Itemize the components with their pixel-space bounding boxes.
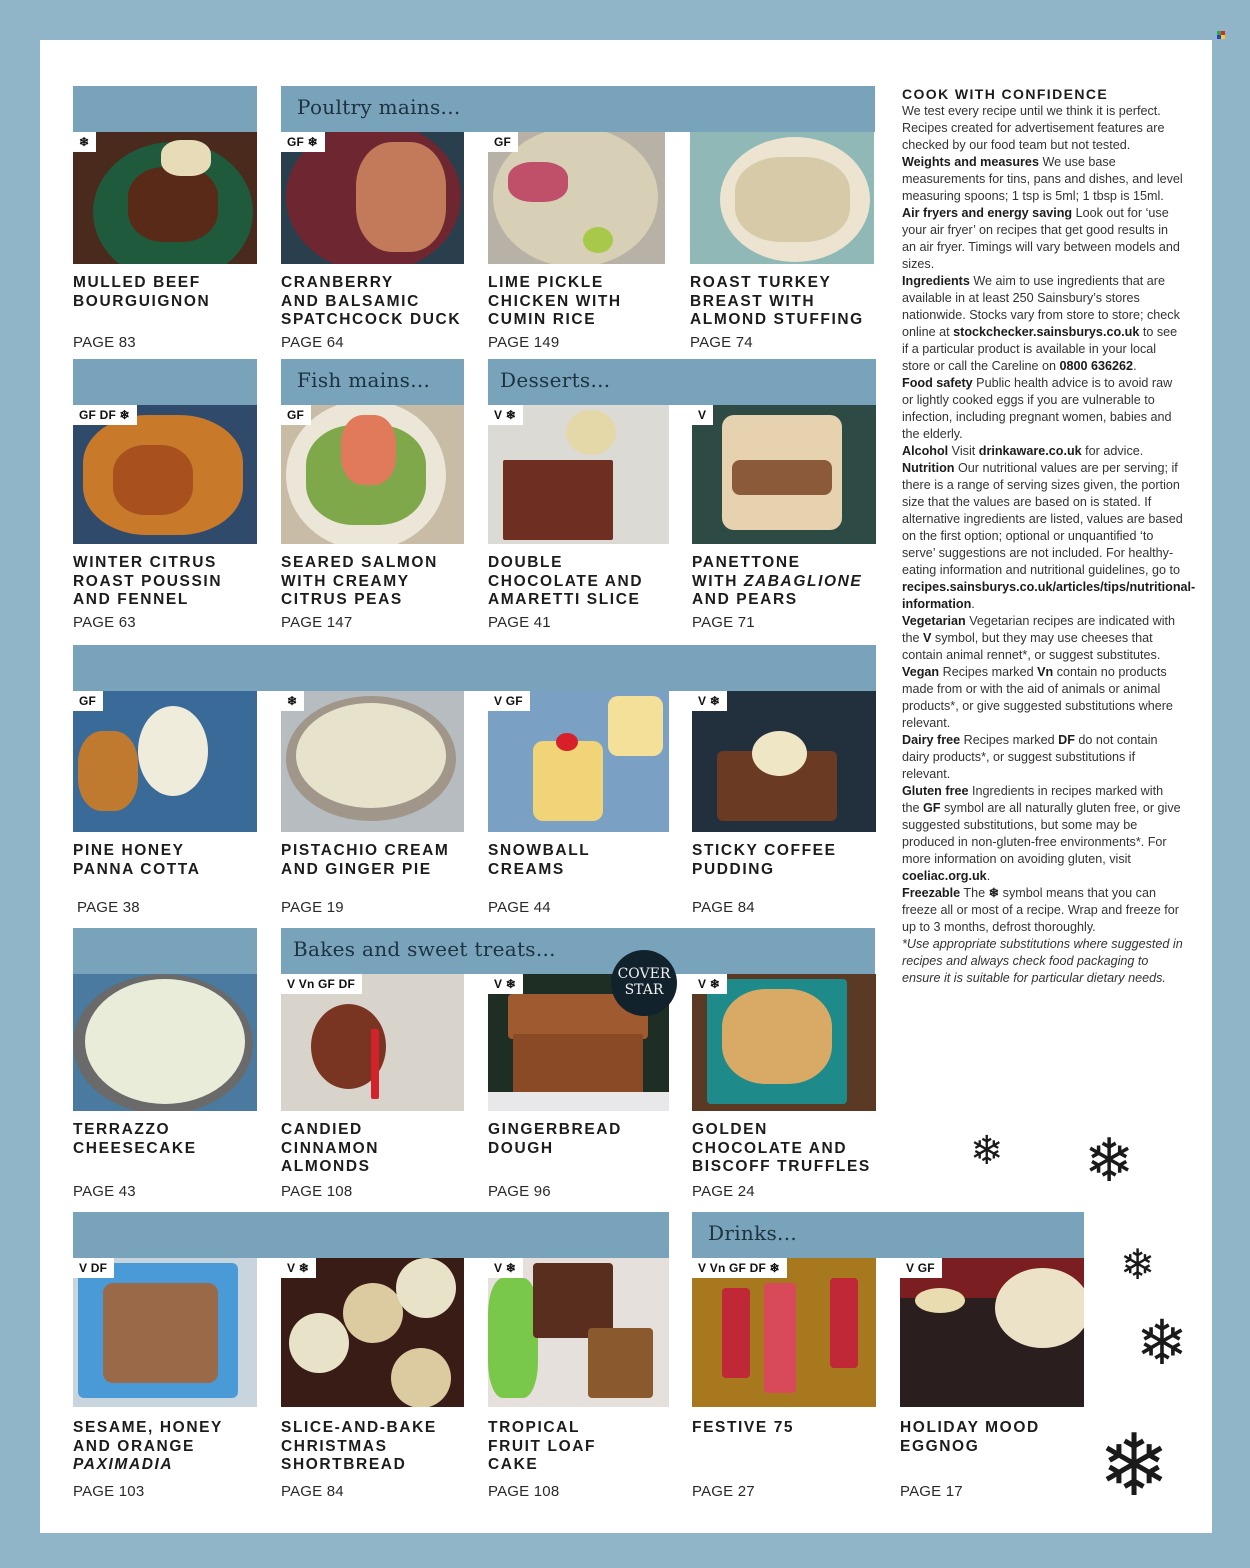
recipe-photo xyxy=(692,974,876,1111)
info-intro: We test every recipe until we think it is perfect. Recipes created for advertisement features are checked by our food team but not tested. xyxy=(902,104,1165,152)
info-air-fryers: Air fryers and energy saving Look out for ‘use your air fryer’ on recipes that get good results in an air fryer. Timings will vary between models and sizes. xyxy=(902,206,1180,271)
dietary-badge: V ❄ xyxy=(488,974,523,994)
info-heading: COOK WITH CONFIDENCE xyxy=(902,86,1109,102)
recipe-page-number: PAGE 38 xyxy=(77,899,140,916)
recipe-title: FESTIVE 75 xyxy=(692,1419,795,1436)
section-banner-blank-2 xyxy=(73,359,257,405)
recipe-page-number: PAGE 108 xyxy=(281,1183,353,1200)
recipe-title: WINTER CITRUS ROAST POUSSIN AND FENNEL xyxy=(73,554,223,608)
recipe-page-number: PAGE 41 xyxy=(488,614,551,631)
dietary-badge: GF xyxy=(488,132,518,152)
section-banner-fish xyxy=(281,359,464,405)
recipe-page-number: PAGE 17 xyxy=(900,1483,963,1500)
info-vegan: Vegan Recipes marked Vn contain no products made from or with the aid of animals or animal products*, or give suggested substitutions where relevant. xyxy=(902,665,1173,730)
recipe-page-number: PAGE 83 xyxy=(73,334,136,351)
recipe-title: CANDIED CINNAMON ALMONDS xyxy=(281,1121,380,1175)
dietary-badge: V GF xyxy=(900,1258,942,1278)
recipe-title: HOLIDAY MOOD EGGNOG xyxy=(900,1419,1040,1455)
cover-star-line2: STAR xyxy=(624,982,664,998)
recipe-page-number: PAGE 63 xyxy=(73,614,136,631)
info-food-safety: Food safety Public health advice is to avoid raw or lightly cooked eggs if you are vulnerable to infection, including pregnant women, babies and the elderly. xyxy=(902,376,1173,441)
section-title-desserts: Desserts... xyxy=(500,368,611,392)
stockchecker-link[interactable]: stockchecker.sainsburys.co.uk xyxy=(953,325,1140,339)
dietary-badge: GF ❄ xyxy=(281,132,325,152)
recipe-page-number: PAGE 71 xyxy=(692,614,755,631)
recipe-photo xyxy=(281,974,464,1111)
recipe-title: GOLDEN CHOCOLATE AND BISCOFF TRUFFLES xyxy=(692,1121,871,1175)
recipe-photo xyxy=(692,405,876,544)
recipe-photo xyxy=(488,1258,669,1407)
recipe-page-number: PAGE 27 xyxy=(692,1483,755,1500)
recipe-page-number: PAGE 149 xyxy=(488,334,560,351)
dietary-badge: V ❄ xyxy=(281,1258,316,1278)
snowflake-icon: ❄ xyxy=(970,1129,1004,1173)
recipe-page-number: PAGE 108 xyxy=(488,1483,560,1500)
dietary-badge: GF xyxy=(73,691,103,711)
dietary-badge: V Vn GF DF ❄ xyxy=(692,1258,787,1278)
recipe-page-number: PAGE 43 xyxy=(73,1183,136,1200)
recipe-photo xyxy=(73,1258,257,1407)
dietary-badge: V Vn GF DF xyxy=(281,974,362,994)
recipe-photo xyxy=(73,691,257,832)
coeliac-link[interactable]: coeliac.org.uk xyxy=(902,869,987,883)
recipe-page-number: PAGE 74 xyxy=(690,334,753,351)
recipe-photo xyxy=(692,691,876,832)
recipe-photo xyxy=(281,691,464,832)
recipe-title: STICKY COFFEE PUDDING xyxy=(692,842,837,878)
snowflake-icon: ❄ xyxy=(1084,1127,1135,1194)
recipe-title: SNOWBALL CREAMS xyxy=(488,842,591,878)
cover-star-badge xyxy=(611,950,677,1016)
freezable-snowflake-icon: ❄ xyxy=(988,886,1000,900)
recipe-title: PANETTONE WITH ZABAGLIONE AND PEARS xyxy=(692,554,863,608)
recipe-title: SESAME, HONEY AND ORANGE PAXIMADIA xyxy=(73,1419,223,1473)
section-banner-desserts xyxy=(488,359,876,405)
recipe-page-number: PAGE 147 xyxy=(281,614,353,631)
recipe-page-number: PAGE 19 xyxy=(281,899,344,916)
recipe-page-number: PAGE 84 xyxy=(281,1483,344,1500)
recipe-title: PINE HONEY PANNA COTTA xyxy=(73,842,201,878)
info-freezable: Freezable The ❄ symbol means that you can freeze all or most of a recipe. Wrap and freeze for up to 3 months, defrost thoroughly. xyxy=(902,886,1179,934)
section-title-fish: Fish mains... xyxy=(297,368,431,392)
careline-phone: 0800 636262 xyxy=(1059,359,1134,373)
recipe-photo xyxy=(281,1258,464,1407)
cook-with-confidence-panel xyxy=(902,86,1196,987)
section-banner-blank-3 xyxy=(73,928,257,974)
dietary-badge: V xyxy=(692,405,713,425)
info-footnote: *Use appropriate substitutions where suggested in recipes and always check food packaging to ensure it is suitable for particular dietary needs. xyxy=(902,937,1183,985)
dietary-badge: V ❄ xyxy=(488,1258,523,1278)
recipe-photo xyxy=(690,132,874,264)
info-alcohol: Alcohol Visit drinkaware.co.uk for advice. xyxy=(902,444,1144,458)
print-color-mark xyxy=(1217,31,1225,39)
snowflake-icon: ❄ xyxy=(1136,1309,1188,1378)
dietary-badge: ❄ xyxy=(281,691,304,711)
recipe-title: TERRAZZO CHEESECAKE xyxy=(73,1121,197,1157)
nutrition-link[interactable]: recipes.sainsburys.co.uk/articles/tips/nutritional-information xyxy=(902,580,1196,611)
info-dairy-free: Dairy free Recipes marked DF do not contain dairy products*, or suggest substitutions if relevant. xyxy=(902,733,1158,781)
recipe-page-number: PAGE 44 xyxy=(488,899,551,916)
dietary-badge: V ❄ xyxy=(692,974,727,994)
recipe-page-number: PAGE 84 xyxy=(692,899,755,916)
recipe-photo xyxy=(73,974,257,1111)
dietary-badge: ❄ xyxy=(73,132,96,152)
section-banner-bakes-cont xyxy=(73,1212,669,1258)
recipe-page-number: PAGE 24 xyxy=(692,1183,755,1200)
recipe-page-number: PAGE 64 xyxy=(281,334,344,351)
section-banner-drinks xyxy=(692,1212,1084,1258)
dietary-badge: V DF xyxy=(73,1258,114,1278)
section-banner-desserts-cont xyxy=(73,645,876,691)
section-title-poultry: Poultry mains... xyxy=(297,95,461,119)
recipe-title: DOUBLE CHOCOLATE AND AMARETTI SLICE xyxy=(488,554,644,608)
recipe-title: TROPICAL FRUIT LOAF CAKE xyxy=(488,1419,597,1473)
info-vegetarian: Vegetarian Vegetarian recipes are indicated with the V symbol, but they may use cheeses that contain animal rennet*, or suggest substitutes. xyxy=(902,614,1176,662)
recipe-title: ROAST TURKEY BREAST WITH ALMOND STUFFING xyxy=(690,274,864,328)
recipe-photo xyxy=(900,1258,1084,1407)
recipe-title: GINGERBREAD DOUGH xyxy=(488,1121,622,1157)
dietary-badge: V ❄ xyxy=(488,405,523,425)
snowflake-icon: ❄ xyxy=(1120,1241,1156,1288)
snowflake-icon: ❄ xyxy=(1098,1418,1171,1514)
recipe-photo xyxy=(73,405,257,544)
recipe-title: CRANBERRY AND BALSAMIC SPATCHCOCK DUCK xyxy=(281,274,462,328)
recipe-title: SEARED SALMON WITH CREAMY CITRUS PEAS xyxy=(281,554,438,608)
recipe-page-number: PAGE 103 xyxy=(73,1483,145,1500)
info-weights: Weights and measures We use base measurements for tins, pans and dishes, and level measuring spoons; 1 tsp is 5ml; 1 tbsp is 15ml. xyxy=(902,155,1183,203)
recipe-title: SLICE-AND-BAKE CHRISTMAS SHORTBREAD xyxy=(281,1419,437,1473)
recipe-title: PISTACHIO CREAM AND GINGER PIE xyxy=(281,842,450,878)
section-banner-blank-1 xyxy=(73,86,257,132)
drinkaware-link[interactable]: drinkaware.co.uk xyxy=(978,444,1082,458)
recipe-photo xyxy=(488,405,669,544)
recipe-page-number: PAGE 96 xyxy=(488,1183,551,1200)
recipe-title: LIME PICKLE CHICKEN WITH CUMIN RICE xyxy=(488,274,622,328)
info-ingredients: Ingredients We aim to use ingredients that are available in at least 250 Sainsbury’s stores nationwide. Stocks vary from store to store; check online at stockchecker.sainsburys.co.uk to see if a particular product is available in your local store or call the Careline on 0800 636262. xyxy=(902,274,1180,373)
dietary-badge: GF DF ❄ xyxy=(73,405,137,425)
section-banner-poultry xyxy=(281,86,875,132)
recipe-photo xyxy=(488,691,669,832)
dietary-badge: V GF xyxy=(488,691,530,711)
section-banner-bakes xyxy=(281,928,875,974)
section-title-bakes: Bakes and sweet treats... xyxy=(293,937,556,961)
recipe-photo xyxy=(692,1258,876,1407)
info-nutrition: Nutrition Our nutritional values are per serving; if there is a range of serving sizes given, the portion size that the values are based on is stated. If alternative ingredients are listed, values are based on the first option; optional or unquantified ‘to serve’ suggestions are not included. For healthy-eating information and nutritional guidelines, go to recipes.sainsburys.co.uk/articles/tips/nutritional-information. xyxy=(902,461,1196,611)
dietary-badge: GF xyxy=(281,405,311,425)
cover-star-line1: COVER xyxy=(617,966,671,982)
recipe-photo xyxy=(281,405,464,544)
recipe-title: MULLED BEEF BOURGUIGNON xyxy=(73,274,211,310)
info-gluten-free: Gluten free Ingredients in recipes marked with the GF symbol are all naturally gluten free, or give suggested substitutions, but some may be produced in non-gluten-free environments*. For more information on avoiding gluten, visit coeliac.org.uk. xyxy=(902,784,1181,883)
dietary-badge: V ❄ xyxy=(692,691,727,711)
section-title-drinks: Drinks... xyxy=(708,1221,798,1245)
recipe-photo xyxy=(73,132,257,264)
